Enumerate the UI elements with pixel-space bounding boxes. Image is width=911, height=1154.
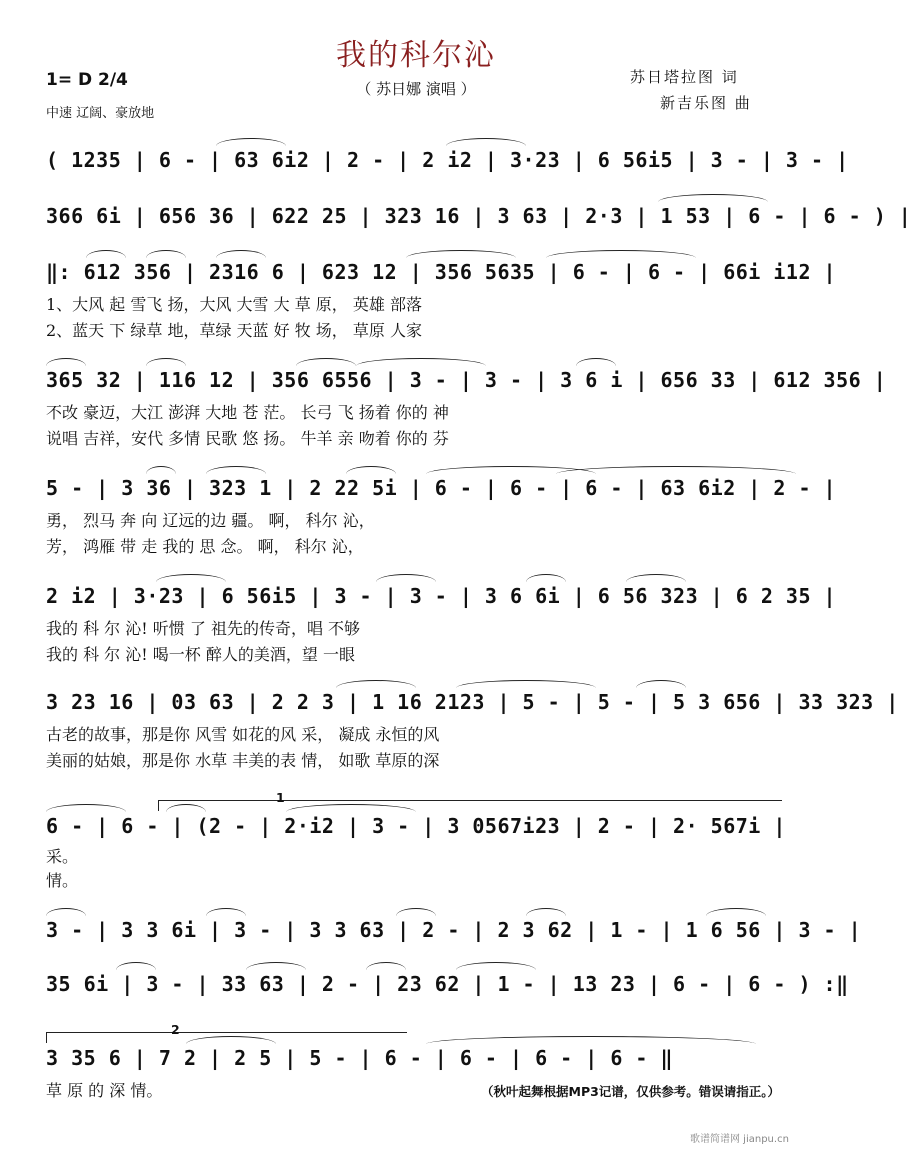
notation-line: 3 35 6 | 7 2 | 2 5 | 5 - | 6 - | 6 - | 6 - | 6 - ‖ <box>46 1046 674 1070</box>
notation-line: ‖: 612 356 | 2316 6 | 623 12 | 356 5635 | 6 - | 6 - | 66i i12 | <box>46 260 837 284</box>
lyrics-verse-2: 2、蓝天 下 绿草 地，草绿 天蓝 好 牧 场， 草原 人家 <box>46 321 422 340</box>
notation-line: 6 - | 6 - | (2 - | 2·i2 | 3 - | 3 0567i23 | 2 - | 2· 567i | <box>46 814 786 838</box>
notation-line: 2 i2 | 3·23 | 6 56i5 | 3 - | 3 - | 3 6 6i | 6 56 323 | 6 2 35 | <box>46 584 837 608</box>
lyrics-final: 草 原 的 深 情。 <box>46 1081 163 1100</box>
lyricist-credit: 苏日塔拉图 词 <box>630 68 739 86</box>
score-system-8 <box>46 790 786 922</box>
score-system-4 <box>46 366 887 476</box>
lyrics-verse-1: 不改 豪迈，大江 澎湃 大地 苍 茫。 长弓 飞 扬着 你的 神 <box>46 403 449 422</box>
notation-line: 3 23 16 | 03 63 | 2 2 3 | 1 16 2123 | 5 - | 5 - | 5 3 656 | 33 323 | <box>46 690 899 714</box>
singer-credit: （ 苏日娜 演唱 ） <box>356 80 476 98</box>
lyrics-verse-1: 我的 科 尔 沁! 听惯 了 祖先的传奇，唱 不够 <box>46 619 361 638</box>
lyrics-verse-1: 古老的故事，那是你 风雪 如花的风 采， 凝成 永恒的风 <box>46 725 440 744</box>
score-system-5 <box>46 474 837 584</box>
volta-1-bracket <box>158 800 782 811</box>
volta-2-label: 2 <box>171 1022 180 1037</box>
transcription-note: （秋叶起舞根据MP3记谱，仅供参考。错误请指正。） <box>481 1084 781 1099</box>
notation-line: 366 6i | 656 36 | 622 25 | 323 16 | 3 63 | 2·3 | 1 53 | 6 - | 6 - ) | <box>46 204 911 228</box>
song-title: 我的科尔沁 <box>336 38 496 73</box>
site-watermark: 歌谱简谱网 jianpu.cn <box>690 1134 789 1145</box>
tempo-marking: 中速 辽阔、豪放地 <box>46 106 155 121</box>
volta-1-label: 1 <box>276 790 285 805</box>
notation-line: 365 32 | 116 12 | 356 6556 | 3 - | 3 - | 3 6 i | 656 33 | 612 356 | <box>46 368 887 392</box>
notation-line: 35 6i | 3 - | 33 63 | 2 - | 23 62 | 1 - | 13 23 | 6 - | 6 - ) :‖ <box>46 972 849 996</box>
score-system-3 <box>46 258 837 368</box>
key-signature: 1= D 2/4 <box>46 70 128 90</box>
lyrics-verse-2: 情。 <box>46 871 79 890</box>
lyrics-verse-1: 勇， 烈马 奔 向 辽远的边 疆。 啊， 科尔 沁， <box>46 511 375 530</box>
lyrics-verse-2: 美丽的姑娘，那是你 水草 丰美的表 情， 如歌 草原的深 <box>46 751 440 770</box>
notation-line: 5 - | 3 36 | 323 1 | 2 22 5i | 6 - | 6 - | 6 - | 63 6i2 | 2 - | <box>46 476 837 500</box>
score-system-11 <box>46 1022 781 1154</box>
composer-credit: 新吉乐图 曲 <box>660 94 752 112</box>
lyrics-verse-2: 说唱 吉祥，安代 多情 民歌 悠 扬。 牛羊 亲 吻着 你的 芬 <box>46 429 449 448</box>
lyrics-verse-1: 采。 <box>46 847 79 866</box>
lyrics-verse-1: 1、大风 起 雪飞 扬，大风 大雪 大 草 原， 英雄 部落 <box>46 295 422 314</box>
notation-line: ( 1235 | 6 - | 63 6i2 | 2 - | 2 i2 | 3·23 | 6 56i5 | 3 - | 3 - | <box>46 148 849 172</box>
score-system-6 <box>46 582 837 692</box>
score-system-7 <box>46 688 899 798</box>
lyrics-verse-2: 我的 科 尔 沁! 喝一杯 醉人的美酒，望 一眼 <box>46 645 355 664</box>
notation-line: 3 - | 3 3 6i | 3 - | 3 3 63 | 2 - | 2 3 62 | 1 - | 1 6 56 | 3 - | <box>46 918 862 942</box>
lyrics-verse-2: 芳， 鸿雁 带 走 我的 思 念。 啊， 科尔 沁， <box>46 537 364 556</box>
